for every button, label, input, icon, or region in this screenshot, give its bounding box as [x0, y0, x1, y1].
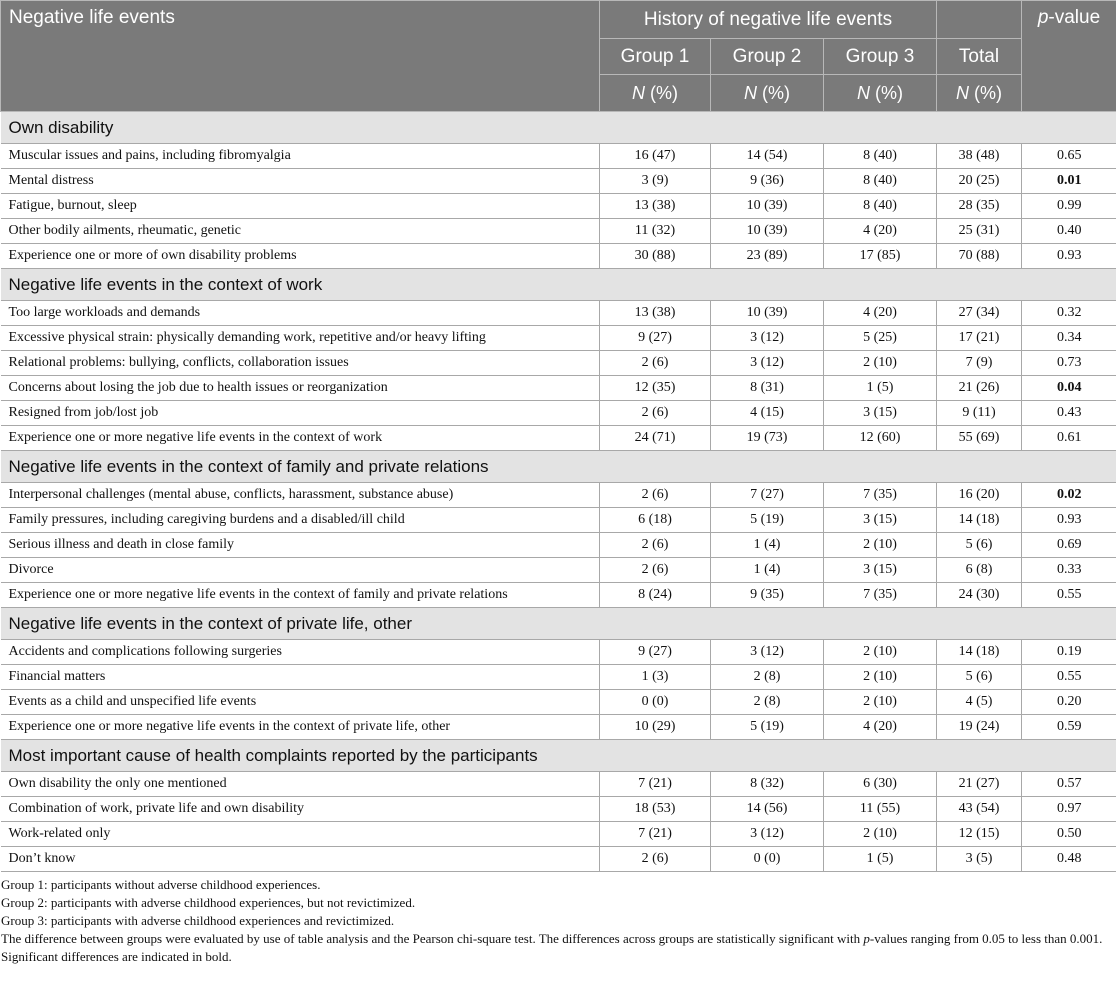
group-2-cell: 1 (4) [711, 533, 824, 558]
p-value-cell: 0.34 [1022, 326, 1116, 351]
group-1-cell: 12 (35) [600, 376, 711, 401]
group-2-cell: 8 (31) [711, 376, 824, 401]
n-italic: N [632, 82, 645, 103]
group-2-cell: 5 (19) [711, 715, 824, 740]
group-1-cell: 7 (21) [600, 772, 711, 797]
section-title: Most important cause of health complaints reported by the participants [1, 740, 1116, 772]
group-1-cell: 13 (38) [600, 194, 711, 219]
header-negative-life-events: Negative life events [1, 1, 600, 112]
header-group-3: Group 3 [824, 39, 937, 75]
group-3-cell: 2 (10) [824, 690, 937, 715]
header-blank [937, 1, 1022, 39]
row-label: Experience one or more negative life events in the context of private life, other [1, 715, 600, 740]
total-cell: 24 (30) [937, 583, 1022, 608]
note-difference-b: -values ranging from 0.05 to less than 0.001. [869, 931, 1103, 946]
group-1-cell: 6 (18) [600, 508, 711, 533]
group-2-cell: 4 (15) [711, 401, 824, 426]
group-2-cell: 14 (54) [711, 144, 824, 169]
header-n-pct [711, 75, 824, 112]
row-label: Excessive physical strain: physically demanding work, repetitive and/or heavy lifting [1, 326, 600, 351]
group-1-cell: 9 (27) [600, 326, 711, 351]
group-3-cell: 4 (20) [824, 219, 937, 244]
group-2-cell: 2 (8) [711, 690, 824, 715]
group-1-cell: 2 (6) [600, 401, 711, 426]
total-cell: 14 (18) [937, 508, 1022, 533]
row-label: Events as a child and unspecified life events [1, 690, 600, 715]
header-p-italic: p [1037, 7, 1049, 28]
row-label: Don’t know [1, 847, 600, 872]
p-value-cell: 0.33 [1022, 558, 1116, 583]
table-row [1, 426, 1116, 451]
note-difference-a: The difference between groups were evaluated by use of table analysis and the Pearson chi-square test. The differences across groups are statistically significant with [1, 931, 864, 946]
group-3-cell: 5 (25) [824, 326, 937, 351]
group-2-cell: 0 (0) [711, 847, 824, 872]
group-1-cell: 16 (47) [600, 144, 711, 169]
header-p-value [1022, 1, 1116, 112]
total-cell: 25 (31) [937, 219, 1022, 244]
group-3-cell: 1 (5) [824, 376, 937, 401]
table-notes [0, 876, 1107, 966]
group-2-cell: 3 (12) [711, 351, 824, 376]
total-cell: 5 (6) [937, 533, 1022, 558]
p-value-cell: 0.19 [1022, 640, 1116, 665]
section-title: Negative life events in the context of family and private relations [1, 451, 1116, 483]
p-value-cell: 0.55 [1022, 665, 1116, 690]
row-label: Too large workloads and demands [1, 301, 600, 326]
section-row [1, 608, 1116, 640]
table-row [1, 219, 1116, 244]
group-2-cell: 10 (39) [711, 194, 824, 219]
p-value-cell: 0.43 [1022, 401, 1116, 426]
total-cell: 17 (21) [937, 326, 1022, 351]
p-value-cell: 0.73 [1022, 351, 1116, 376]
group-3-cell: 3 (15) [824, 508, 937, 533]
group-3-cell: 12 (60) [824, 426, 937, 451]
p-value-cell: 0.02 [1022, 483, 1116, 508]
p-value-cell: 0.04 [1022, 376, 1116, 401]
total-cell: 43 (54) [937, 797, 1022, 822]
p-value-cell: 0.48 [1022, 847, 1116, 872]
p-value-cell: 0.40 [1022, 219, 1116, 244]
total-cell: 4 (5) [937, 690, 1022, 715]
section-row [1, 112, 1116, 144]
group-2-cell: 5 (19) [711, 508, 824, 533]
total-cell: 3 (5) [937, 847, 1022, 872]
total-cell: 21 (26) [937, 376, 1022, 401]
group-2-cell: 19 (73) [711, 426, 824, 451]
total-cell: 5 (6) [937, 665, 1022, 690]
group-3-cell: 2 (10) [824, 351, 937, 376]
p-value-cell: 0.69 [1022, 533, 1116, 558]
header-n-pct [600, 75, 711, 112]
group-3-cell: 2 (10) [824, 822, 937, 847]
group-1-cell: 7 (21) [600, 822, 711, 847]
header-p-rest: -value [1048, 7, 1101, 28]
total-cell: 19 (24) [937, 715, 1022, 740]
p-value-cell: 0.99 [1022, 194, 1116, 219]
table-row [1, 483, 1116, 508]
total-cell: 21 (27) [937, 772, 1022, 797]
table-row [1, 301, 1116, 326]
row-label: Fatigue, burnout, sleep [1, 194, 600, 219]
group-1-cell: 2 (6) [600, 483, 711, 508]
total-cell: 20 (25) [937, 169, 1022, 194]
group-3-cell: 17 (85) [824, 244, 937, 269]
n-rest: (%) [645, 82, 678, 103]
row-label: Divorce [1, 558, 600, 583]
p-value-cell: 0.50 [1022, 822, 1116, 847]
table-row [1, 772, 1116, 797]
note-significant: Significant differences are indicated in bold. [1, 949, 232, 964]
group-1-cell: 0 (0) [600, 690, 711, 715]
section-row [1, 740, 1116, 772]
group-1-cell: 2 (6) [600, 847, 711, 872]
group-1-cell: 18 (53) [600, 797, 711, 822]
header-n-pct [937, 75, 1022, 112]
table-row [1, 326, 1116, 351]
header-n-pct [824, 75, 937, 112]
row-label: Interpersonal challenges (mental abuse, conflicts, harassment, substance abuse) [1, 483, 600, 508]
group-3-cell: 6 (30) [824, 772, 937, 797]
row-label: Financial matters [1, 665, 600, 690]
p-value-cell: 0.93 [1022, 244, 1116, 269]
table-row [1, 822, 1116, 847]
note-group-2: Group 2: participants with adverse childhood experiences, but not revictimized. [1, 895, 416, 910]
table-row [1, 797, 1116, 822]
p-value-cell: 0.20 [1022, 690, 1116, 715]
group-3-cell: 11 (55) [824, 797, 937, 822]
group-1-cell: 1 (3) [600, 665, 711, 690]
note-group-3: Group 3: participants with adverse childhood experiences and revictimized. [1, 913, 395, 928]
section-title: Negative life events in the context of work [1, 269, 1116, 301]
row-label: Accidents and complications following surgeries [1, 640, 600, 665]
table-row [1, 351, 1116, 376]
section-title: Negative life events in the context of private life, other [1, 608, 1116, 640]
group-1-cell: 2 (6) [600, 351, 711, 376]
group-3-cell: 3 (15) [824, 401, 937, 426]
total-cell: 70 (88) [937, 244, 1022, 269]
table-row [1, 194, 1116, 219]
row-label: Concerns about losing the job due to health issues or reorganization [1, 376, 600, 401]
n-italic: N [857, 82, 870, 103]
table-row [1, 640, 1116, 665]
table-row [1, 715, 1116, 740]
total-cell: 38 (48) [937, 144, 1022, 169]
p-value-cell: 0.59 [1022, 715, 1116, 740]
group-2-cell: 8 (32) [711, 772, 824, 797]
group-1-cell: 11 (32) [600, 219, 711, 244]
n-italic: N [956, 82, 969, 103]
n-italic: N [744, 82, 757, 103]
group-2-cell: 9 (36) [711, 169, 824, 194]
note-difference-p: p [863, 931, 870, 946]
row-label: Experience one or more negative life events in the context of family and private relations [1, 583, 600, 608]
group-1-cell: 24 (71) [600, 426, 711, 451]
p-value-cell: 0.57 [1022, 772, 1116, 797]
table-row [1, 401, 1116, 426]
header-total: Total [937, 39, 1022, 75]
table-row [1, 244, 1116, 269]
group-1-cell: 3 (9) [600, 169, 711, 194]
group-3-cell: 7 (35) [824, 583, 937, 608]
p-value-cell: 0.55 [1022, 583, 1116, 608]
table-row [1, 847, 1116, 872]
group-3-cell: 1 (5) [824, 847, 937, 872]
section-row [1, 451, 1116, 483]
group-3-cell: 2 (10) [824, 665, 937, 690]
total-cell: 55 (69) [937, 426, 1022, 451]
group-3-cell: 8 (40) [824, 194, 937, 219]
n-rest: (%) [757, 82, 790, 103]
table-row [1, 169, 1116, 194]
group-2-cell: 10 (39) [711, 301, 824, 326]
header-row-1 [1, 1, 1116, 39]
group-3-cell: 7 (35) [824, 483, 937, 508]
table-row [1, 533, 1116, 558]
section-row [1, 269, 1116, 301]
section-title: Own disability [1, 112, 1116, 144]
row-label: Other bodily ailments, rheumatic, genetic [1, 219, 600, 244]
total-cell: 27 (34) [937, 301, 1022, 326]
row-label: Work-related only [1, 822, 600, 847]
group-1-cell: 30 (88) [600, 244, 711, 269]
p-value-cell: 0.61 [1022, 426, 1116, 451]
row-label: Family pressures, including caregiving burdens and a disabled/ill child [1, 508, 600, 533]
group-3-cell: 8 (40) [824, 169, 937, 194]
group-1-cell: 8 (24) [600, 583, 711, 608]
group-1-cell: 13 (38) [600, 301, 711, 326]
p-value-cell: 0.93 [1022, 508, 1116, 533]
total-cell: 14 (18) [937, 640, 1022, 665]
p-value-cell: 0.65 [1022, 144, 1116, 169]
group-2-cell: 9 (35) [711, 583, 824, 608]
p-value-cell: 0.97 [1022, 797, 1116, 822]
total-cell: 16 (20) [937, 483, 1022, 508]
row-label: Serious illness and death in close family [1, 533, 600, 558]
header-history: History of negative life events [600, 1, 937, 39]
group-2-cell: 3 (12) [711, 640, 824, 665]
group-3-cell: 2 (10) [824, 533, 937, 558]
total-cell: 12 (15) [937, 822, 1022, 847]
table-row [1, 583, 1116, 608]
group-1-cell: 9 (27) [600, 640, 711, 665]
group-1-cell: 2 (6) [600, 558, 711, 583]
row-label: Combination of work, private life and own disability [1, 797, 600, 822]
group-3-cell: 4 (20) [824, 301, 937, 326]
table-row [1, 144, 1116, 169]
header-group-1: Group 1 [600, 39, 711, 75]
table-row [1, 376, 1116, 401]
row-label: Relational problems: bullying, conflicts, collaboration issues [1, 351, 600, 376]
group-3-cell: 2 (10) [824, 640, 937, 665]
row-label: Own disability the only one mentioned [1, 772, 600, 797]
table-body [1, 112, 1116, 872]
group-2-cell: 1 (4) [711, 558, 824, 583]
group-2-cell: 3 (12) [711, 822, 824, 847]
p-value-cell: 0.01 [1022, 169, 1116, 194]
group-1-cell: 10 (29) [600, 715, 711, 740]
row-label: Mental distress [1, 169, 600, 194]
total-cell: 9 (11) [937, 401, 1022, 426]
n-rest: (%) [969, 82, 1002, 103]
group-3-cell: 3 (15) [824, 558, 937, 583]
group-2-cell: 23 (89) [711, 244, 824, 269]
group-2-cell: 3 (12) [711, 326, 824, 351]
group-3-cell: 4 (20) [824, 715, 937, 740]
note-group-1: Group 1: participants without adverse childhood experiences. [1, 877, 321, 892]
table-row [1, 558, 1116, 583]
row-label: Resigned from job/lost job [1, 401, 600, 426]
group-2-cell: 2 (8) [711, 665, 824, 690]
n-rest: (%) [870, 82, 903, 103]
row-label: Muscular issues and pains, including fibromyalgia [1, 144, 600, 169]
total-cell: 28 (35) [937, 194, 1022, 219]
table-row [1, 665, 1116, 690]
group-3-cell: 8 (40) [824, 144, 937, 169]
table-row [1, 508, 1116, 533]
note-difference [1, 930, 1107, 948]
group-2-cell: 14 (56) [711, 797, 824, 822]
total-cell: 6 (8) [937, 558, 1022, 583]
row-label: Experience one or more negative life events in the context of work [1, 426, 600, 451]
total-cell: 7 (9) [937, 351, 1022, 376]
row-label: Experience one or more of own disability problems [1, 244, 600, 269]
group-2-cell: 7 (27) [711, 483, 824, 508]
header-group-2: Group 2 [711, 39, 824, 75]
group-2-cell: 10 (39) [711, 219, 824, 244]
group-1-cell: 2 (6) [600, 533, 711, 558]
table-row [1, 690, 1116, 715]
p-value-cell: 0.32 [1022, 301, 1116, 326]
